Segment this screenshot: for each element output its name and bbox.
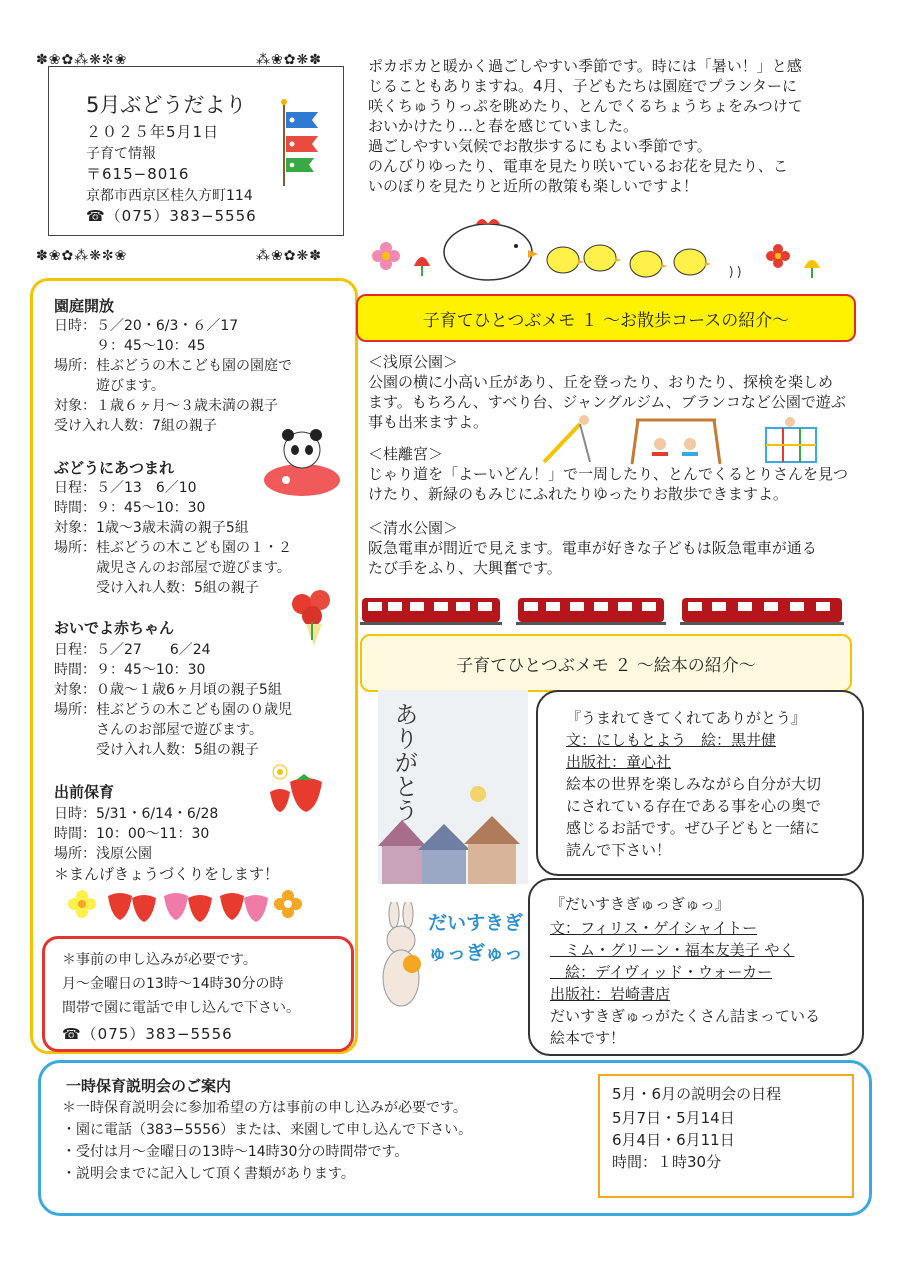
budou-line: 時間：９：45〜10：30 (54, 500, 206, 516)
schedule-line: 6月4日・6月11日 (612, 1131, 735, 1149)
shimizu-heading: ＜清水公園＞ (368, 519, 459, 537)
bunny-icon (372, 902, 432, 1022)
book1-desc: 読んで下さい！ (566, 841, 672, 859)
notice-line: 間帯で園に電話で申し込んで下さい。 (62, 1000, 300, 1016)
intro-line: おいかけたり…と春を感じていました。 (368, 117, 639, 135)
chick-icon (584, 245, 621, 271)
issue-date: ２０２５年5月1日 (86, 123, 220, 141)
temporary-line: ・受付は月〜金曜日の13時〜14時30分の時間帯です。 (62, 1144, 409, 1160)
ornament-bottom-right: ⁂❀✿❋✽ (256, 248, 322, 264)
outreach-line: 日時：5/31・6/14・6/28 (54, 806, 219, 822)
intro-line: ポカポカと暖かく過ごしやすい季節です。時には「暑い！」と感 (368, 57, 802, 75)
flower-icon (372, 242, 400, 270)
intro-line: のんびりゆったり、電車を見たり咲いているお花を見たり、こ (368, 157, 788, 175)
baby-line: さんのお部屋で遊びます。 (54, 722, 263, 738)
tulip-icon (414, 257, 430, 276)
budou-line: 受け入れ人数：5組の親子 (54, 580, 259, 596)
train-icon (360, 598, 502, 625)
schedule-line: 時間：１時30分 (612, 1153, 722, 1171)
intro-line: 咲くちゅうりっぷを眺めたり、とんでくるちょうちょをみつけて (368, 97, 803, 115)
temporary-line: ＊一時保育説明会に参加希望の方は事前の申し込みが必要です。 (62, 1100, 467, 1116)
memo1-title: 子育てひとつぶメモ １ 〜お散歩コースの紹介〜 (356, 294, 856, 342)
book1-desc: 絵本の世界を楽しみながら自分が大切 (566, 775, 822, 793)
book2-author: 文：フィリス・ゲイシャイトー (550, 919, 758, 937)
header-phone: ☎（075）383−5556 (86, 207, 257, 225)
book2-translator: ミム・グリーン・福本友美子 やく (550, 941, 795, 959)
book1-desc: 感じるお話です。ぜひ子どもと一緒に (566, 819, 820, 837)
book1-title: 『うまれてきてくれてありがとう』 (566, 709, 807, 727)
baby-line: 対象：０歳〜１歳6ヶ月頃の親子5組 (54, 682, 282, 698)
train-icon (516, 598, 666, 625)
budou-line: 場所：桂ぶどうの木こども園の１・２ (54, 540, 292, 556)
baby-line: 受け入れ人数：5組の親子 (54, 742, 259, 758)
budou-line: 日程：５／13 6／10 (54, 480, 197, 496)
book2-cover-title: だいすきぎゅっぎゅっ (428, 912, 524, 964)
book2-desc: 絵本です！ (550, 1029, 626, 1047)
book2-title: 『だいすきぎゅっぎゅっ』 (550, 895, 731, 913)
budou-heading: ぶどうにあつまれ (54, 459, 175, 477)
hen-icon (444, 219, 538, 280)
baby-heading: おいでよ赤ちゃん (54, 619, 175, 637)
flower-icon (766, 244, 790, 268)
outreach-line: ＊まんげきょうづくりをします！ (54, 865, 280, 883)
strawberry-row-decoration (66, 884, 306, 924)
outreach-heading: 出前保育 (54, 783, 115, 801)
book1-author: 文：にしもとよう 絵：黒井健 (566, 731, 777, 749)
intro-line: じることもありますね。4月、子どもたちは園庭でプランターに (368, 77, 797, 95)
tulip-icon (804, 260, 820, 278)
shimizu-line: たび手をふり、大興奮です。 (368, 559, 562, 577)
chick-icon (547, 247, 584, 273)
schedule-heading: 5月・6月の説明会の日程 (612, 1085, 782, 1103)
asahara-heading: ＜浅原公園＞ (368, 353, 459, 371)
book2-desc: だいすきぎゅっがたくさん詰まっている (550, 1007, 821, 1025)
chick-icon (674, 249, 711, 275)
outreach-line: 時間：10：00〜11：30 (54, 826, 210, 842)
baby-line: 場所：桂ぶどうの木こども園の０歳児 (54, 702, 292, 718)
book2-cover (372, 898, 526, 1026)
book2-illustrator: 絵：デイヴィッド・ウォーカー (550, 963, 773, 981)
intro-line: 過ごしやすい気候でお散歩するにもよい季節です。 (368, 137, 712, 155)
book2-publisher: 出版社：岩崎書店 (550, 985, 671, 1003)
intro-line: いのぼりを見たりと近所の散策も楽しいですよ！ (368, 177, 699, 195)
carnation-icon (286, 588, 342, 650)
asahara-line: 事も出来ますよ。 (368, 413, 489, 431)
katsura-line: じゃり道を「よーいどん！」で一周したり、とんでくるとりさんを見つ (368, 465, 849, 483)
intro-text (368, 56, 868, 196)
chicks-illustration (368, 216, 848, 286)
panda-koinobori-icon (258, 426, 342, 502)
garden-line: 場所：桂ぶどうの木こども園の園庭で (54, 358, 292, 374)
notice-line: ＊事前の申し込みが必要です。 (62, 952, 257, 968)
chick-icon (630, 251, 667, 277)
ornament-top-right: ⁂❀✿❋✽ (256, 52, 322, 68)
katsura-line: けたり、新緑のもみじにふれたりゆったりお散歩できますよ。 (368, 485, 788, 503)
garden-heading: 園庭開放 (54, 297, 115, 315)
train-icon (680, 598, 844, 625)
book1-cover-title: ありがとう (390, 702, 418, 822)
memo2-title: 子育てひとつぶメモ ２ 〜絵本の紹介〜 (360, 634, 852, 692)
temporary-heading: 一時保育説明会のご案内 (66, 1077, 232, 1095)
notice-phone: ☎（075）383−5556 (62, 1025, 233, 1043)
schedule-line: 5月7日・5月14日 (612, 1109, 735, 1127)
train-illustration (360, 592, 846, 628)
garden-line: 対象：１歳６ヶ月〜３歳未満の親子 (54, 398, 278, 414)
postal-code: 〒615−8016 (86, 165, 190, 183)
garden-line: ９：45〜10：45 (54, 338, 206, 354)
asahara-line: ます。もちろん、すべり台、ジャングルジム、ブランコなど公園で遊ぶ (368, 393, 846, 411)
garden-line: 日時：５／20・6/3・６／17 (54, 318, 239, 334)
org-name: 子育て情報 (86, 146, 156, 162)
budou-line: 対象：1歳〜3歳未満の親子5組 (54, 520, 249, 536)
swing-icon (632, 420, 720, 464)
garden-line: 遊びます。 (54, 378, 165, 394)
shimizu-line: 阪急電車が間近で見えます。電車が好きな子どもは阪急電車が通る (368, 539, 817, 557)
ornament-top-left: ✽❀✿⁂❋✼❀ (36, 52, 128, 68)
outreach-line: 場所：浅原公園 (54, 846, 152, 862)
garden-line: 受け入れ人数：7組の親子 (54, 418, 217, 434)
asahara-line: 公園の横に小高い丘があり、丘を登ったり、おりたり、探検を楽しめ (368, 373, 834, 391)
ornament-bottom-left: ✽❀✿⁂❋✼❀ (36, 248, 128, 264)
katsura-heading: ＜桂離宮＞ (368, 445, 444, 463)
jungle-gym-icon (766, 417, 816, 462)
baby-line: 時間：９：45〜10：30 (54, 662, 206, 678)
page-title: 5月ぶどうだより (86, 93, 247, 117)
book1-publisher: 出版社：童心社 (566, 753, 672, 771)
book1-cover (378, 690, 528, 884)
slide-icon (544, 415, 590, 462)
notice-line: 月〜金曜日の13時〜14時30分の時 (62, 976, 284, 992)
book1-desc: にされている存在である事を心の奥で (566, 797, 822, 815)
baby-line: 日程：５／27 6／24 (54, 642, 211, 658)
address: 京都市西京区桂久方町114 (86, 188, 253, 204)
koinobori-icon (280, 98, 326, 188)
temporary-line: ・園に電話（383−5556）または、来園して申し込んで下さい。 (62, 1122, 473, 1138)
temporary-line: ・説明会までに記入して頂く書類があります。 (62, 1166, 355, 1182)
strawberry-icon (268, 762, 342, 816)
book1-cover-art (378, 786, 528, 884)
budou-line: 歳児さんのお部屋で遊びます。 (54, 560, 291, 576)
playground-illustration (540, 414, 830, 466)
